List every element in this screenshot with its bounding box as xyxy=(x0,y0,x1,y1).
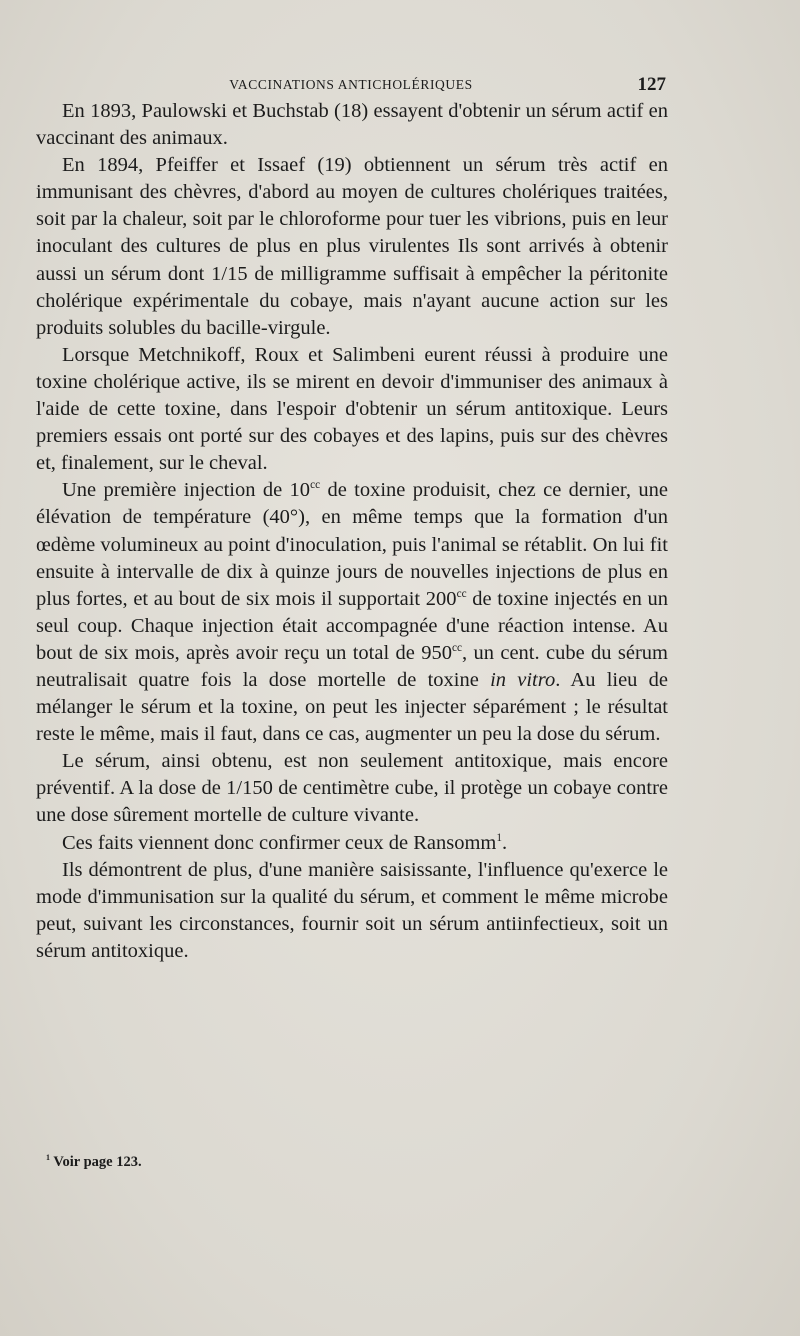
page-number: 127 xyxy=(637,74,666,95)
paragraph-4-part-5: . Au lieu de mélanger le sérum et la toxine, on peut les injecter séparément ; le résultat reste le même, mais il faut, dans ce cas, augmenter un peu la dose du sérum. xyxy=(36,668,668,746)
footnote-marker: 1 xyxy=(46,1153,50,1163)
paragraph-4 xyxy=(36,477,668,748)
body-text xyxy=(36,98,668,965)
cc-superscript: cc xyxy=(451,642,462,655)
cc-superscript: cc xyxy=(456,587,467,600)
paragraph-2: En 1894, Pfeiffer et Issaef (19) obtiennent un sérum très actif en immunisant des chèvres, d'abord au moyen de cultures cholériques traitées, soit par la chaleur, soit par le chloroforme pour tuer les vibrions, puis en leur inoculant des cultures de plus en plus virulentes Ils sont arrivés à obtenir aussi un sérum dont 1/15 de milligramme suffisait à empêcher la péritonite cholérique expérimentale du cobaye, mais n'ayant aucune action sur les produits solubles du bacille-virgule. xyxy=(36,154,668,339)
paragraph-3: Lorsque Metchnikoff, Roux et Salimbeni eurent réussi à produire une toxine cholérique active, ils se mirent en devoir d'immuniser des animaux à l'aide de cette toxine, dans l'espoir d'obtenir un sérum antitoxique. Leurs premiers essais ont porté sur des cobayes et des lapins, puis sur des chèvres et, finalement, sur le cheval. xyxy=(36,343,668,475)
paragraph-4-part-3: de toxine injectés en un seul coup. Chaque injection était accompagnée d'une réaction intense. Au bout de six mois, après avoir reçu un total de 950 xyxy=(36,587,668,664)
paragraph-6-text: Ces faits viennent donc confirmer ceux de Ransomm xyxy=(62,831,497,854)
paragraph-6 xyxy=(36,830,668,857)
paragraph-7: Ils démontrent de plus, d'une manière saisissante, l'influence qu'exerce le mode d'immunisation sur la qualité du sérum, et comment le même microbe peut, suivant les circonstances, fournir soit un sérum antiinfectieux, soit un sérum antitoxique. xyxy=(36,858,668,962)
running-title: VACCINATIONS ANTICHOLÉRIQUES xyxy=(229,77,473,92)
paragraph-4-part-2: de toxine produisit, chez ce dernier, une élévation de température (40°), en même temps que la formation d'un œdème volumineux au point d'inoculation, puis l'animal se rétablit. On lui fit ensuite à intervalle de dix à quinze jours de nouvelles injections de plus en plus fortes, et au bout de six mois il supportait 200 xyxy=(36,479,668,610)
footnote-reference: 1 xyxy=(496,831,503,844)
footnote-text: Voir page 123. xyxy=(49,1154,142,1170)
paragraph-4-part-4: , un cent. cube du sérum neutralisait quatre fois la dose mortelle de toxine xyxy=(36,641,668,691)
running-head xyxy=(36,74,666,96)
paragraph-6-end: . xyxy=(502,831,508,854)
paragraph-1: En 1893, Paulowski et Buchstab (18) essayent d'obtenir un sérum actif en vaccinant des animaux. xyxy=(36,100,668,150)
paragraph-5: Le sérum, ainsi obtenu, est non seulement antitoxique, mais encore préventif. A la dose de 1/150 de centimètre cube, il protège un cobaye contre une dose sûrement mortelle de culture vivante. xyxy=(36,750,668,827)
in-vitro-italic: in vitro xyxy=(490,668,556,691)
cc-superscript: cc xyxy=(310,479,321,492)
footnote xyxy=(46,1154,142,1171)
paragraph-4-part-1: Une première injection de 10 xyxy=(62,479,311,502)
